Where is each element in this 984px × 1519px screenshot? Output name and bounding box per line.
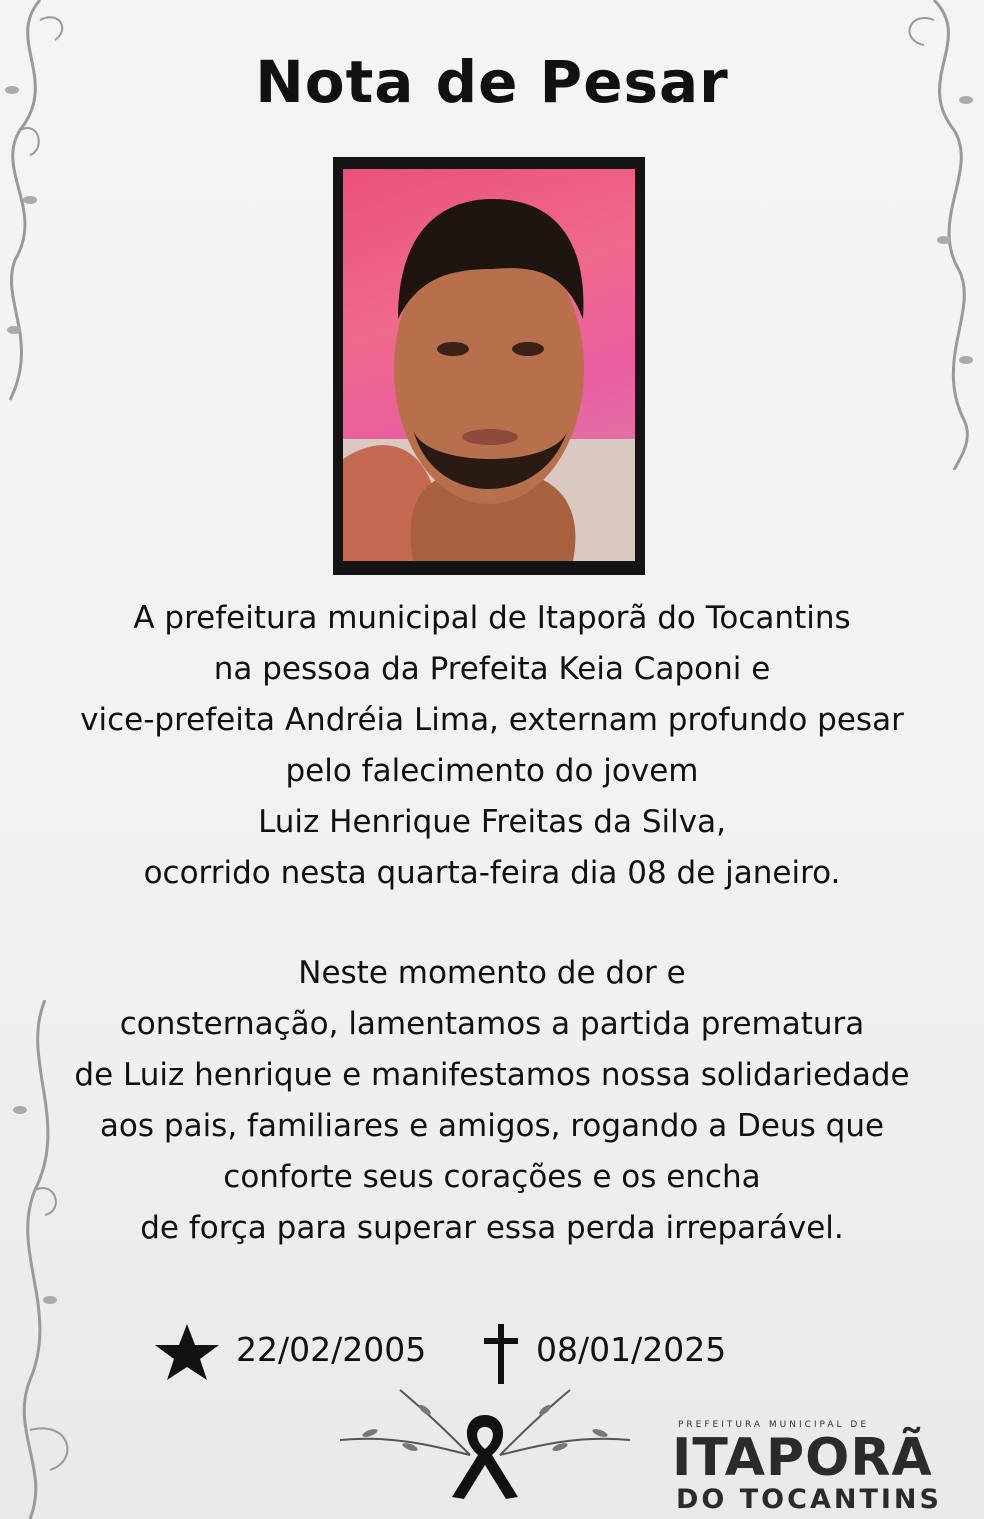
death-date: 08/01/2025 <box>536 1330 727 1369</box>
logo-main-text: ITAPORÃ <box>672 1428 933 1488</box>
portrait-illustration <box>343 169 635 561</box>
message-line: ocorrido nesta quarta-feira dia 08 de janeiro. <box>143 855 841 891</box>
message-line: na pessoa da Prefeita Keia Caponi e <box>213 651 771 687</box>
birth-date: 22/02/2005 <box>236 1330 427 1369</box>
page-title: Nota de Pesar <box>255 48 729 116</box>
cross-icon <box>480 1324 522 1384</box>
message-line: de força para superar essa perda irreparável. <box>140 1210 844 1246</box>
itapora-logo <box>672 1420 962 1516</box>
condolence-paragraph-2 <box>0 948 984 1254</box>
mourning-ribbon-icon <box>330 1385 640 1505</box>
message-line: conforte seus corações e os encha <box>223 1159 761 1195</box>
condolence-paragraph-1 <box>0 593 984 899</box>
portrait-frame <box>333 157 645 575</box>
portrait-photo <box>343 169 635 561</box>
message-line: consternação, lamentamos a partida prematura <box>119 1006 865 1042</box>
star-icon <box>152 1322 222 1382</box>
life-dates <box>0 1322 984 1382</box>
message-line: pelo falecimento do jovem <box>285 753 699 789</box>
message-line: de Luiz henrique e manifestamos nossa solidariedade <box>74 1057 910 1093</box>
logo-top-text: PREFEITURA MUNICIPAL DE <box>678 1420 870 1430</box>
message-line: aos pais, familiares e amigos, rogando a Deus que <box>99 1108 885 1144</box>
message-line: Neste momento de dor e <box>298 955 686 991</box>
logo-sub-text: DO TOCANTINS <box>676 1484 942 1515</box>
deceased-name: Luiz Henrique Freitas da Silva, <box>258 804 726 840</box>
message-line: A prefeitura municipal de Itaporã do Tocantins <box>133 600 851 636</box>
message-line: vice-prefeita Andréia Lima, externam profundo pesar <box>80 702 904 738</box>
